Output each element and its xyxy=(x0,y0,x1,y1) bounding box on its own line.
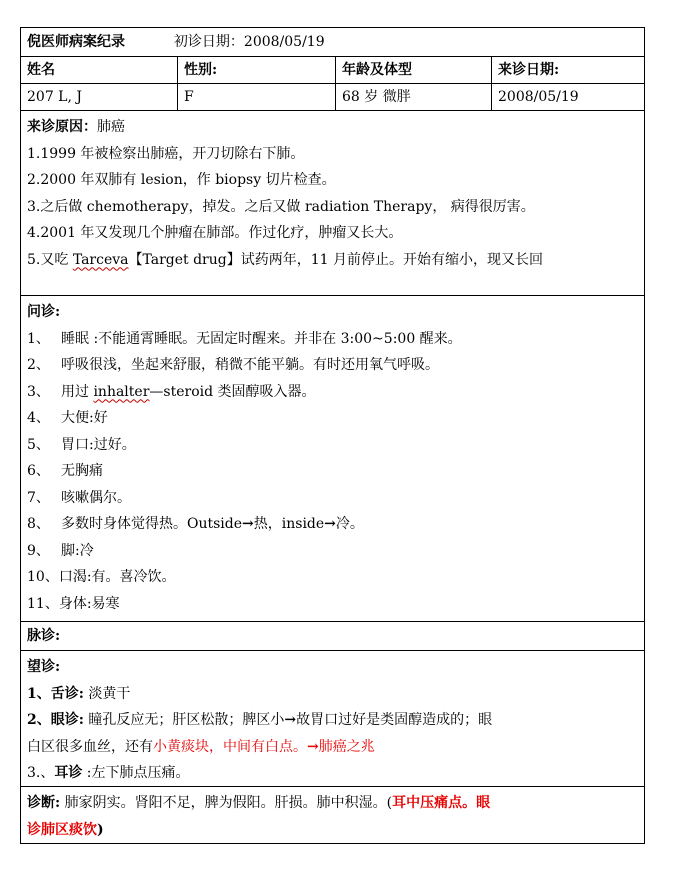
inquiry-item: 7、 咳嗽偶尔。 xyxy=(27,489,131,506)
inhaler-term: inhalter xyxy=(93,383,150,400)
patient-age-body: 68 岁 微胖 xyxy=(336,84,492,110)
inquiry-item: 4、 大便:好 xyxy=(27,410,108,426)
drug-name: Tarceva xyxy=(72,251,129,268)
tongue-exam: 1、舌诊: 淡黄干 xyxy=(27,685,131,702)
inquiry-item: 9、 脚:冷 xyxy=(27,542,94,559)
ear-exam: 3.、耳诊 :左下肺点压痛。 xyxy=(27,765,190,781)
visit-reason-section xyxy=(21,111,644,296)
first-visit-date: 2008/05/19 xyxy=(243,34,325,50)
inquiry-item: 1、 睡眠 :不能通霄睡眠。无固定时醒来。并非在 3:00~5:00 醒来。 xyxy=(27,330,462,347)
visit-reason-value: 肺癌 xyxy=(97,119,125,135)
visit-reason-item: 3.之后做 chemotherapy，掉发。之后又做 radiation Therapy， 病得很厉害。 xyxy=(27,198,535,215)
visit-reason-item: 4.2001 年又发现几个肿瘤在肺部。作过化疗，肿瘤又长大。 xyxy=(27,225,403,241)
inquiry-item: 10、口渴:有。喜冷饮。 xyxy=(27,569,176,585)
observation-label: 望诊: xyxy=(27,659,61,675)
arrow-right-icon: → xyxy=(324,516,336,532)
header-visit-date: 来诊日期: xyxy=(498,62,560,78)
diagnosis-label: 诊断: xyxy=(27,795,61,811)
visit-reason-label: 来诊原因： xyxy=(27,119,97,135)
patient-name: 207 L, J xyxy=(21,84,178,110)
first-visit-label: 初诊日期： xyxy=(173,34,244,50)
header-age-body: 年龄及体型 xyxy=(336,57,492,83)
patient-header-row xyxy=(21,57,644,84)
patient-value-row xyxy=(21,84,644,111)
arrow-right-icon: → xyxy=(242,516,254,532)
visit-reason-item: 2.2000 年双肺有 lesion，作 biopsy 切片检查。 xyxy=(27,172,336,188)
pulse-label: 脉诊: xyxy=(27,628,61,644)
header-gender: 性别: xyxy=(178,57,336,83)
observation-section xyxy=(21,651,644,787)
inquiry-item: 2、 呼吸很浅，坐起来舒服，稍微不能平躺。有时还用氧气呼吸。 xyxy=(27,357,439,373)
inquiry-item: 3、 用过 inhalter—steroid 类固醇吸入器。 xyxy=(27,383,316,400)
inquiry-label: 问诊: xyxy=(27,304,61,320)
diagnosis-text: 肺家阴实。肾阳不足，脾为假阳。肝损。肺中积湿。( xyxy=(60,795,393,811)
patient-visit-date: 2008/05/19 xyxy=(498,89,579,105)
patient-gender: F xyxy=(178,84,336,110)
inquiry-item: 11、身体:易寒 xyxy=(27,595,120,612)
inquiry-item: 8、 多数时身体觉得热。Outside→热，inside→冷。 xyxy=(27,516,364,532)
inquiry-item: 5、 胃口:过好。 xyxy=(27,436,136,453)
visit-reason-item: 1.1999 年被检察出肺癌，开刀切除右下肺。 xyxy=(27,145,305,162)
inquiry-section xyxy=(21,296,644,622)
record-title: 倪医师病案纪录 xyxy=(27,34,125,50)
inquiry-item: 6、 无胸痛 xyxy=(27,463,103,479)
title-row xyxy=(21,28,644,57)
diagnosis-section: 诊断: 肺家阴实。肾阳不足，脾为假阳。肝损。肺中积湿。(耳中压痛点。眼 诊肺区痰饮) xyxy=(27,795,491,838)
eye-exam-continued: 白区很多血丝，还有小黄痰块，中间有白点。→肺癌之兆 xyxy=(27,738,375,755)
eye-exam: 2、眼诊: 瞳孔反应无；肝区松散；脾区小→故胃口过好是类固醇造成的；眼 xyxy=(27,712,493,728)
arrow-right-icon: → xyxy=(307,738,319,755)
header-name: 姓名 xyxy=(21,57,178,83)
pulse-section xyxy=(21,622,644,651)
arrow-right-icon: → xyxy=(284,712,297,728)
visit-reason-item: 5.又吃 Tarceva【Target drug】试药两年，11 月前停止。开始有缩小，现又长回 xyxy=(27,251,543,268)
medical-record xyxy=(20,27,645,844)
